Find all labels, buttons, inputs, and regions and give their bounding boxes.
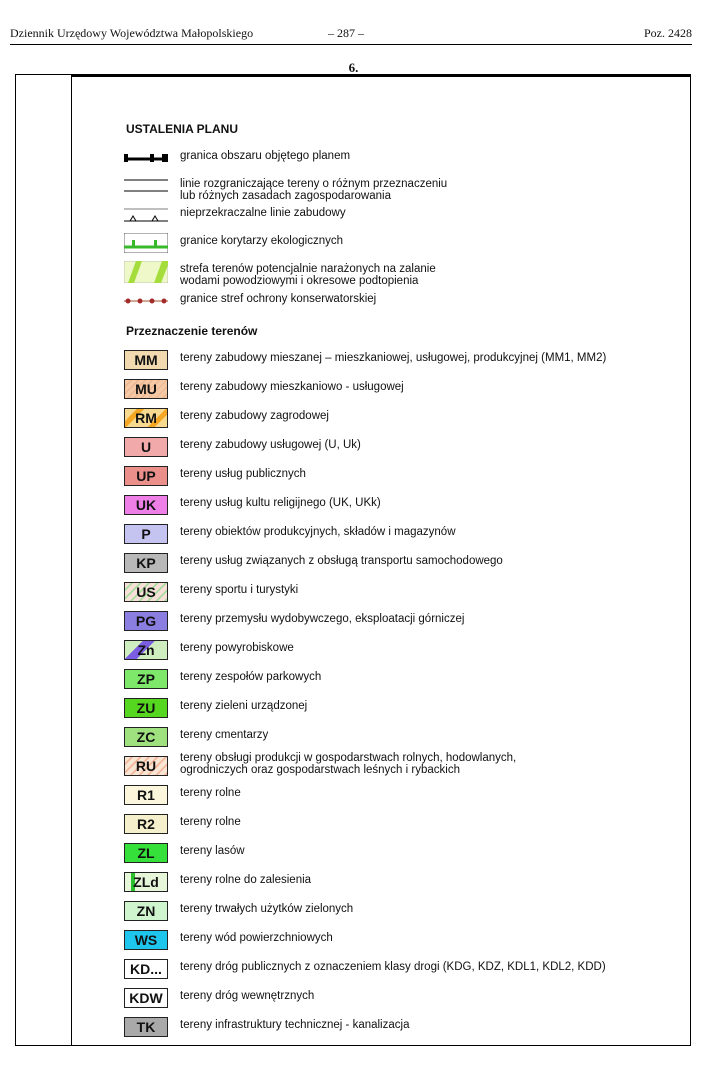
zone-description: tereny zieleni urządzonej	[180, 700, 308, 712]
zone-description: tereny sportu i turystyki	[180, 584, 299, 596]
zone-description: tereny zespołów parkowych	[180, 671, 322, 683]
zone-code-swatch: Zn	[124, 640, 168, 660]
journal-title: Dziennik Urzędowy Województwa Małopolskiego	[10, 26, 254, 40]
zone-description: tereny rolne	[180, 787, 241, 799]
flood-zone-symbol	[124, 261, 168, 281]
zone-code-swatch: R2	[124, 814, 168, 834]
zone-code-swatch: KD...	[124, 959, 168, 979]
zone-code-swatch: ZU	[124, 698, 168, 718]
zone-description: tereny lasów	[180, 845, 245, 857]
zone-code-swatch: KP	[124, 553, 168, 573]
zone-description: tereny dróg wewnętrznych	[180, 990, 315, 1002]
zone-code-swatch: ZC	[124, 727, 168, 747]
zone-description: tereny rolne do zalesienia	[180, 874, 312, 886]
plan-legend-text: strefa terenów potencjalnie narażonych na zalanie wodami powodziowymi i okresowe podtopienia	[180, 263, 436, 287]
zone-code-swatch: RU	[124, 756, 168, 776]
zone-code-swatch: P	[124, 524, 168, 544]
plan-legend-text: granice stref ochrony konserwatorskiej	[180, 293, 377, 305]
zone-code-swatch: US	[124, 582, 168, 602]
plan-legend-text: granice korytarzy ekologicznych	[180, 235, 343, 247]
zone-description: tereny dróg publicznych z oznaczeniem klasy drogi (KDG, KDZ, KDL1, KDL2, KDD)	[180, 961, 606, 973]
zone-description: tereny usług związanych z obsługą transportu samochodowego	[180, 555, 503, 567]
zone-description: tereny wód powierzchniowych	[180, 932, 333, 944]
header-rule	[10, 44, 692, 45]
zone-description: tereny zabudowy zagrodowej	[180, 410, 329, 422]
zone-code-swatch: WS	[124, 930, 168, 950]
zone-code-swatch: KDW	[124, 988, 168, 1008]
zone-description: tereny usług publicznych	[180, 468, 306, 480]
zone-code-swatch: MM	[124, 350, 168, 370]
zoning-title: Przeznaczenie terenów	[126, 324, 258, 338]
zone-description: tereny rolne	[180, 816, 241, 828]
position-number: Poz. 2428	[644, 26, 692, 40]
zone-code-swatch: UK	[124, 495, 168, 515]
zone-description: tereny cmentarzy	[180, 729, 269, 741]
zone-code-swatch: U	[124, 437, 168, 457]
zone-code-swatch: UP	[124, 466, 168, 486]
dividing-lines-symbol	[124, 176, 168, 196]
frame-top-rule	[71, 75, 690, 77]
zone-description: tereny powyrobiskowe	[180, 642, 294, 654]
zone-description: tereny obiektów produkcyjnych, składów i magazynów	[180, 526, 456, 538]
zone-code-swatch: TK	[124, 1017, 168, 1037]
zone-code-swatch: ZLd	[124, 872, 168, 892]
zone-description: tereny obsługi produkcji w gospodarstwach rolnych, hodowlanych, ogrodniczych oraz gospodarstwach leśnych i rybackich	[180, 752, 517, 776]
frame-column-divider	[71, 75, 72, 1045]
conservation-dots-symbol	[124, 291, 168, 311]
section-number: 6.	[348, 60, 359, 75]
zone-description: tereny zabudowy mieszanej – mieszkaniowej, usługowej, produkcyjnej (MM1, MM2)	[180, 352, 607, 364]
zone-description: tereny infrastruktury technicznej - kanalizacja	[180, 1019, 410, 1031]
zone-code-swatch: ZP	[124, 669, 168, 689]
zone-description: tereny trwałych użytków zielonych	[180, 903, 354, 915]
zone-description: tereny przemysłu wydobywczego, eksploatacji górniczej	[180, 613, 465, 625]
page-header	[10, 26, 692, 42]
zone-code-swatch: MU	[124, 379, 168, 399]
plan-legend-text: granica obszaru objętego planem	[180, 150, 351, 162]
zone-code-swatch: R1	[124, 785, 168, 805]
plan-legend-text: nieprzekraczalne linie zabudowy	[180, 207, 346, 219]
zone-description: tereny usług kultu religijnego (UK, UKk)	[180, 497, 381, 509]
zone-code-swatch: ZL	[124, 843, 168, 863]
building-line-symbol	[124, 205, 168, 225]
legend-title: USTALENIA PLANU	[126, 122, 238, 136]
plan-legend-text: linie rozgraniczające tereny o różnym przeznaczeniu lub różnych zasadach zagospodarowania	[180, 178, 448, 202]
page-number: – 287 –	[328, 26, 364, 40]
zone-description: tereny zabudowy usługowej (U, Uk)	[180, 439, 361, 451]
boundary-thick-symbol	[124, 148, 168, 168]
zone-description: tereny zabudowy mieszkaniowo - usługowej	[180, 381, 404, 393]
zone-code-swatch: ZN	[124, 901, 168, 921]
zone-code-swatch: RM	[124, 408, 168, 428]
eco-corridor-symbol	[124, 233, 168, 253]
zone-code-swatch: PG	[124, 611, 168, 631]
